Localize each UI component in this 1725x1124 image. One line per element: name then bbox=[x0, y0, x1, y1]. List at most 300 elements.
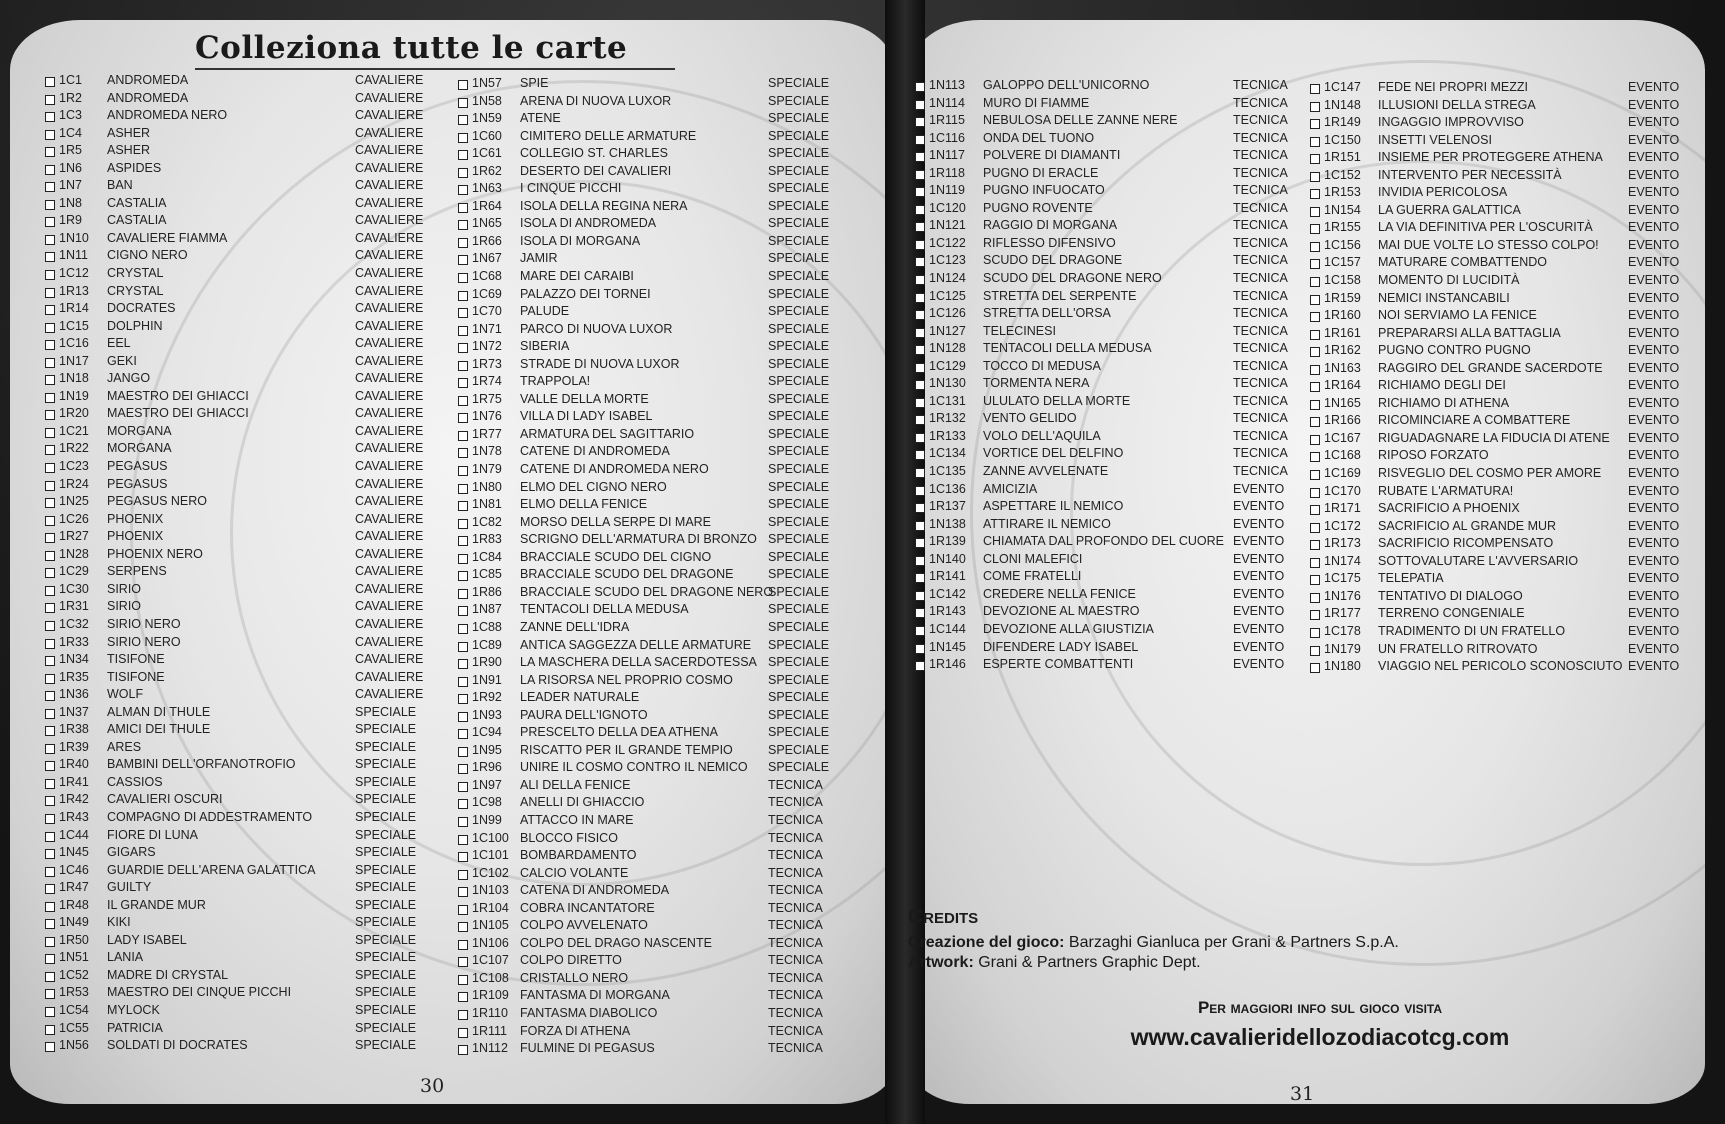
card-code: 1C142 bbox=[929, 586, 966, 601]
card-code: 1N121 bbox=[929, 218, 966, 233]
card-row bbox=[458, 848, 888, 866]
card-row bbox=[45, 845, 445, 863]
card-name: VORTICE DEL DELFINO bbox=[983, 446, 1124, 461]
checkbox-icon bbox=[915, 556, 925, 566]
card-row bbox=[458, 444, 888, 462]
card-name: INSETTI VELENOSI bbox=[1378, 132, 1492, 147]
checkbox-icon bbox=[458, 519, 468, 529]
card-row bbox=[915, 376, 1288, 394]
card-row bbox=[915, 113, 1288, 131]
card-type: CAVALIERE bbox=[355, 494, 424, 509]
card-type: TECNICA bbox=[768, 1041, 823, 1056]
card-type: EVENTO bbox=[1233, 586, 1285, 601]
card-row bbox=[915, 288, 1288, 307]
card-type: SPECIALE bbox=[768, 760, 830, 775]
card-row bbox=[45, 424, 445, 442]
card-name: RAGGIRO DEL GRANDE SACERDOTE bbox=[1378, 360, 1603, 375]
card-name: NOI SERVIAMO LA FENICE bbox=[1378, 308, 1537, 323]
card-row bbox=[1310, 133, 1700, 151]
checkbox-icon bbox=[1310, 137, 1320, 147]
card-code: 1N179 bbox=[1324, 641, 1361, 656]
card-name: SIRIO bbox=[107, 599, 142, 614]
card-name: WOLF bbox=[107, 687, 144, 702]
checkbox-icon bbox=[458, 396, 468, 406]
checkbox-icon bbox=[1310, 593, 1320, 603]
card-type: SPECIALE bbox=[768, 304, 830, 319]
card-name: CIGNO NERO bbox=[107, 248, 188, 263]
card-name: TELEPATIA bbox=[1378, 571, 1444, 586]
card-row bbox=[45, 757, 445, 775]
checkbox-icon bbox=[458, 940, 468, 950]
card-code: 1R43 bbox=[59, 809, 89, 824]
card-code: 1N117 bbox=[929, 148, 965, 163]
card-type: CAVALIERE bbox=[355, 599, 424, 614]
card-name: CAVALIERE FIAMMA bbox=[107, 230, 228, 245]
card-row bbox=[45, 406, 445, 424]
card-code: 1C134 bbox=[929, 446, 966, 461]
card-code: 1R77 bbox=[472, 426, 502, 441]
card-name: DEVOZIONE AL MAESTRO bbox=[983, 604, 1140, 619]
card-type: SPECIALE bbox=[768, 426, 830, 441]
card-row bbox=[915, 341, 1288, 359]
card-type: TECNICA bbox=[1233, 323, 1288, 338]
card-name: SACRIFICIO AL GRANDE MUR bbox=[1378, 518, 1557, 533]
card-type: EVENTO bbox=[1233, 604, 1285, 619]
card-row bbox=[458, 287, 888, 305]
card-type: EVENTO bbox=[1628, 132, 1680, 147]
card-row bbox=[45, 161, 445, 179]
card-code: 1C3 bbox=[59, 108, 82, 123]
card-name: SIBERIA bbox=[520, 339, 570, 354]
checkbox-icon bbox=[915, 257, 925, 267]
checkbox-icon bbox=[915, 100, 925, 110]
card-row bbox=[1310, 659, 1700, 677]
card-code: 1C158 bbox=[1324, 273, 1361, 288]
card-row bbox=[1310, 624, 1700, 642]
card-type: TECNICA bbox=[768, 865, 823, 880]
card-name: ONDA DEL TUONO bbox=[983, 130, 1095, 145]
card-code: 1N34 bbox=[59, 652, 89, 667]
checkbox-icon bbox=[915, 152, 925, 162]
card-row bbox=[45, 284, 445, 302]
card-type: SPECIALE bbox=[768, 444, 830, 459]
card-code: 1R115 bbox=[929, 113, 965, 128]
card-row bbox=[1310, 378, 1700, 396]
checkbox-icon bbox=[458, 835, 468, 845]
card-name: ATTIRARE IL NEMICO bbox=[983, 516, 1111, 531]
card-row bbox=[915, 604, 1285, 622]
card-type: EVENTO bbox=[1628, 115, 1680, 130]
card-row bbox=[45, 898, 445, 916]
card-name: ANDROMEDA bbox=[107, 73, 189, 87]
card-type: CAVALIERE bbox=[355, 616, 424, 631]
card-type: EVENTO bbox=[1628, 588, 1680, 603]
card-row bbox=[1310, 413, 1700, 431]
card-type: SPECIALE bbox=[768, 128, 830, 143]
card-code: 1R96 bbox=[472, 760, 502, 775]
card-code: 1C170 bbox=[1324, 483, 1361, 498]
checkbox-icon bbox=[458, 799, 468, 809]
card-type: TECNICA bbox=[1233, 288, 1288, 303]
card-name: LEADER NATURALE bbox=[520, 690, 640, 705]
card-code: 1N124 bbox=[929, 271, 966, 286]
checkbox-icon bbox=[458, 150, 468, 160]
card-row bbox=[458, 795, 888, 813]
card-row bbox=[45, 248, 445, 266]
card-code: 1R35 bbox=[59, 669, 89, 684]
card-type: SPECIALE bbox=[355, 1002, 417, 1017]
card-name: PATRICIA bbox=[107, 1020, 163, 1035]
card-name: ELMO DELLA FENICE bbox=[520, 497, 648, 512]
card-row bbox=[45, 775, 445, 793]
card-row bbox=[458, 251, 888, 269]
card-type: TECNICA bbox=[1233, 341, 1288, 356]
card-code: 1C129 bbox=[929, 358, 966, 373]
card-code: 1R73 bbox=[472, 356, 502, 371]
checkbox-icon bbox=[45, 323, 55, 333]
checkbox-icon bbox=[915, 82, 925, 92]
checkbox-icon bbox=[45, 147, 55, 157]
card-type: SPECIALE bbox=[355, 932, 417, 947]
card-row bbox=[1310, 168, 1700, 186]
card-name: CHIAMATA DAL PROFONDO DEL CUORE bbox=[983, 534, 1225, 549]
card-type: SPECIALE bbox=[355, 792, 417, 807]
card-type: EVENTO bbox=[1628, 273, 1680, 288]
card-row bbox=[458, 409, 888, 427]
card-type: TECNICA bbox=[768, 848, 823, 863]
card-name: PAURA DELL'IGNOTO bbox=[520, 707, 648, 722]
card-name: SOLDATI DI DOCRATES bbox=[107, 1038, 248, 1053]
card-row bbox=[915, 622, 1285, 640]
card-row bbox=[1310, 255, 1700, 273]
card-code: 1N140 bbox=[929, 551, 966, 566]
checkbox-icon bbox=[45, 674, 55, 684]
card-row bbox=[458, 550, 888, 568]
card-type: CAVALIERE bbox=[355, 423, 424, 438]
card-row bbox=[1310, 291, 1700, 309]
card-code: 1N45 bbox=[59, 845, 89, 860]
checkbox-icon bbox=[458, 203, 468, 213]
card-code: 1R159 bbox=[1324, 290, 1361, 305]
checkbox-icon bbox=[1310, 347, 1320, 357]
card-name: PUGNO ROVENTE bbox=[983, 200, 1093, 215]
card-type: TECNICA bbox=[768, 970, 823, 985]
card-type: TECNICA bbox=[768, 935, 823, 950]
checkbox-icon bbox=[458, 589, 468, 599]
card-code: 1C169 bbox=[1324, 466, 1361, 481]
card-code: 1C131 bbox=[929, 393, 966, 408]
checkbox-icon bbox=[45, 340, 55, 350]
checkbox-icon bbox=[458, 571, 468, 581]
card-code: 1R153 bbox=[1324, 185, 1361, 200]
checkbox-icon bbox=[915, 398, 925, 408]
card-name: BLOCCO FISICO bbox=[520, 830, 618, 845]
card-row bbox=[458, 831, 888, 849]
checkbox-icon bbox=[1310, 224, 1320, 234]
checkbox-icon bbox=[1310, 172, 1320, 182]
card-name: DIFENDERE LADY ISABEL bbox=[983, 639, 1139, 654]
card-row bbox=[45, 670, 445, 688]
card-row bbox=[45, 582, 445, 600]
checkbox-icon bbox=[915, 486, 925, 496]
checkbox-icon bbox=[915, 117, 925, 127]
card-row bbox=[458, 813, 888, 831]
card-type: SPECIALE bbox=[768, 584, 830, 599]
card-name: ELMO DEL CIGNO NERO bbox=[520, 479, 667, 494]
card-code: 1C168 bbox=[1324, 448, 1361, 463]
card-row bbox=[915, 657, 1285, 675]
card-type: SPECIALE bbox=[768, 286, 830, 301]
card-type: EVENTO bbox=[1233, 639, 1285, 654]
card-code: 1N165 bbox=[1324, 395, 1361, 410]
card-row bbox=[45, 1021, 445, 1039]
card-code: 1N174 bbox=[1324, 553, 1361, 568]
checkbox-icon bbox=[458, 1028, 468, 1038]
checkbox-icon bbox=[45, 744, 55, 754]
card-row bbox=[45, 529, 445, 547]
card-row bbox=[458, 392, 888, 410]
card-code: 1N19 bbox=[59, 388, 89, 403]
checkbox-icon bbox=[915, 170, 925, 180]
card-name: SACRIFICIO RICOMPENSATO bbox=[1378, 536, 1554, 551]
card-name: CATENE DI ANDROMEDA bbox=[520, 444, 670, 459]
checkbox-icon bbox=[458, 712, 468, 722]
card-row bbox=[45, 389, 445, 407]
card-code: 1C15 bbox=[59, 318, 89, 333]
card-name: COME FRATELLI bbox=[983, 569, 1082, 584]
card-code: 1N11 bbox=[59, 248, 88, 263]
card-code: 1R83 bbox=[472, 532, 502, 547]
card-type: CAVALIERE bbox=[355, 108, 424, 123]
right-page-number: 31 bbox=[1290, 1083, 1315, 1105]
card-row bbox=[1310, 589, 1700, 607]
card-row bbox=[915, 253, 1288, 271]
checkbox-icon bbox=[458, 642, 468, 652]
card-code: 1N130 bbox=[929, 376, 966, 391]
card-code: 1N128 bbox=[929, 341, 966, 356]
checkbox-icon bbox=[915, 433, 925, 443]
card-name: MORGANA bbox=[107, 441, 172, 456]
card-code: 1R173 bbox=[1324, 536, 1361, 551]
card-code: 1C94 bbox=[472, 725, 502, 740]
checkbox-icon bbox=[458, 326, 468, 336]
card-type: TECNICA bbox=[1233, 130, 1288, 145]
card-type: SPECIALE bbox=[768, 374, 830, 389]
card-row bbox=[45, 126, 445, 144]
card-code: 1C120 bbox=[929, 200, 966, 215]
card-code: 1N63 bbox=[472, 181, 502, 196]
card-type: TECNICA bbox=[768, 812, 823, 827]
card-row bbox=[1310, 273, 1700, 291]
card-code: 1C89 bbox=[472, 637, 502, 652]
card-row bbox=[45, 108, 445, 126]
checkbox-icon bbox=[45, 709, 55, 719]
card-code: 1R143 bbox=[929, 604, 966, 619]
card-code: 1C172 bbox=[1324, 518, 1361, 533]
checkbox-icon bbox=[45, 621, 55, 631]
card-code: 1R2 bbox=[59, 90, 82, 105]
checkbox-icon bbox=[45, 937, 55, 947]
card-code: 1N79 bbox=[472, 462, 502, 477]
card-name: I CINQUE PICCHI bbox=[520, 181, 622, 196]
website-url: www.cavalieridellozodiacotcg.com bbox=[1130, 1024, 1510, 1050]
card-type: CAVALIERE bbox=[355, 388, 424, 403]
card-type: SPECIALE bbox=[768, 321, 830, 336]
checkbox-icon bbox=[458, 922, 468, 932]
card-code: 1C52 bbox=[59, 967, 89, 982]
checkbox-icon bbox=[45, 902, 55, 912]
card-row bbox=[45, 792, 445, 810]
card-row bbox=[45, 1038, 445, 1056]
card-name: BAN bbox=[107, 178, 133, 193]
card-name: GIGARS bbox=[107, 845, 156, 860]
card-code: 1R139 bbox=[929, 534, 966, 549]
checkbox-icon bbox=[1310, 102, 1320, 112]
card-type: CAVALIERE bbox=[355, 248, 424, 263]
card-code: 1C98 bbox=[472, 795, 502, 810]
card-type: EVENTO bbox=[1628, 641, 1680, 656]
card-name: FORZA DI ATHENA bbox=[520, 1023, 631, 1038]
card-type: SPECIALE bbox=[768, 619, 830, 634]
card-row bbox=[458, 374, 888, 392]
card-type: SPECIALE bbox=[768, 76, 830, 90]
card-row bbox=[1310, 396, 1700, 414]
card-name: FIORE DI LUNA bbox=[107, 827, 198, 842]
card-name: TELECINESI bbox=[983, 323, 1056, 338]
checkbox-icon bbox=[458, 1045, 468, 1055]
card-code: 1C32 bbox=[59, 616, 89, 631]
card-type: SPECIALE bbox=[355, 1038, 417, 1053]
card-name: MYLOCK bbox=[107, 1002, 160, 1017]
card-name: ULULATO DELLA MORTE bbox=[983, 393, 1131, 408]
card-row bbox=[45, 915, 445, 933]
card-name: SPIE bbox=[520, 76, 549, 90]
card-code: 1N114 bbox=[929, 95, 965, 110]
card-name: IL GRANDE MUR bbox=[107, 897, 206, 912]
title-underline bbox=[195, 68, 675, 70]
card-type: CAVALIERE bbox=[355, 160, 424, 175]
card-name: BRACCIALE SCUDO DEL CIGNO bbox=[520, 549, 712, 564]
card-type: CAVALIERE bbox=[355, 143, 424, 158]
checkbox-icon bbox=[45, 691, 55, 701]
card-name: TENTACOLI DELLA MEDUSA bbox=[983, 341, 1152, 356]
card-row bbox=[45, 652, 445, 670]
card-code: 1N113 bbox=[929, 78, 965, 92]
checkbox-icon bbox=[1310, 154, 1320, 164]
card-type: SPECIALE bbox=[355, 880, 417, 895]
card-name: AMICI DEI THULE bbox=[107, 722, 211, 737]
card-type: SPECIALE bbox=[768, 216, 830, 231]
checkbox-icon bbox=[45, 603, 55, 613]
left-page-number: 30 bbox=[420, 1075, 445, 1097]
checkbox-icon bbox=[1310, 663, 1320, 673]
card-type: EVENTO bbox=[1628, 536, 1680, 551]
checkbox-icon bbox=[45, 919, 55, 929]
card-code: 1C30 bbox=[59, 581, 89, 596]
card-row bbox=[1310, 484, 1700, 502]
card-code: 1N25 bbox=[59, 494, 89, 509]
card-type: EVENTO bbox=[1628, 430, 1680, 445]
card-row bbox=[45, 319, 445, 337]
card-name: ALI DELLA FENICE bbox=[520, 777, 631, 792]
card-code: 1R40 bbox=[59, 757, 89, 772]
card-code: 1N93 bbox=[472, 707, 502, 722]
checkbox-icon bbox=[458, 659, 468, 669]
card-code: 1N58 bbox=[472, 93, 502, 108]
card-code: 1R41 bbox=[59, 774, 89, 789]
checkbox-icon bbox=[1310, 452, 1320, 462]
card-type: EVENTO bbox=[1233, 551, 1285, 566]
checkbox-icon bbox=[45, 867, 55, 877]
card-code: 1C12 bbox=[59, 266, 89, 281]
card-type: TECNICA bbox=[768, 883, 823, 898]
checkbox-icon bbox=[915, 363, 925, 373]
card-row bbox=[45, 494, 445, 512]
checkbox-icon bbox=[915, 293, 925, 303]
checkbox-icon bbox=[1310, 382, 1320, 392]
card-code: 1R90 bbox=[472, 655, 502, 670]
card-type: SPECIALE bbox=[768, 111, 830, 126]
checkbox-icon bbox=[458, 764, 468, 774]
card-type: SPECIALE bbox=[768, 391, 830, 406]
card-code: 1C1 bbox=[59, 73, 82, 87]
card-row bbox=[45, 73, 445, 91]
card-name: PHOENIX NERO bbox=[107, 546, 203, 561]
card-type: EVENTO bbox=[1628, 360, 1680, 375]
card-code: 1C108 bbox=[472, 970, 509, 985]
card-row bbox=[458, 690, 888, 708]
card-type: SPECIALE bbox=[768, 672, 830, 687]
card-name: VIAGGIO NEL PERICOLO SCONOSCIUTO bbox=[1378, 659, 1623, 674]
card-row bbox=[458, 129, 888, 147]
card-code: 1N103 bbox=[472, 883, 509, 898]
checkbox-icon bbox=[458, 291, 468, 301]
card-name: RUBATE L'ARMATURA! bbox=[1378, 483, 1514, 498]
card-name: TRADIMENTO DI UN FRATELLO bbox=[1378, 623, 1566, 638]
card-type: SPECIALE bbox=[768, 637, 830, 652]
card-row bbox=[458, 427, 888, 445]
card-type: EVENTO bbox=[1628, 378, 1680, 393]
card-type: EVENTO bbox=[1628, 290, 1680, 305]
card-name: PEGASUS bbox=[107, 459, 168, 474]
card-name: SCRIGNO DELL'ARMATURA DI BRONZO bbox=[520, 532, 757, 547]
card-name: GEKI bbox=[107, 353, 137, 368]
card-name: SIRIO bbox=[107, 581, 142, 596]
card-row bbox=[45, 196, 445, 214]
checkbox-icon bbox=[1310, 417, 1320, 427]
checkbox-icon bbox=[1310, 540, 1320, 550]
card-row bbox=[458, 918, 888, 936]
card-name: MAESTRO DEI CINQUE PICCHI bbox=[107, 985, 292, 1000]
checkbox-icon bbox=[458, 308, 468, 318]
card-row bbox=[458, 462, 888, 480]
card-row bbox=[458, 725, 888, 743]
card-code: 1C152 bbox=[1324, 167, 1361, 182]
card-row bbox=[1310, 220, 1700, 238]
checkbox-icon bbox=[45, 832, 55, 842]
card-row bbox=[1310, 150, 1700, 168]
card-type: SPECIALE bbox=[768, 339, 830, 354]
card-type: TECNICA bbox=[1233, 428, 1288, 443]
card-name: STRETTA DELL'ORSA bbox=[983, 306, 1111, 321]
card-name: ASHER bbox=[107, 125, 151, 140]
checkbox-icon bbox=[45, 533, 55, 543]
checkbox-icon bbox=[458, 378, 468, 388]
card-row bbox=[458, 743, 888, 761]
card-name: NEMICI INSTANCABILI bbox=[1378, 290, 1510, 305]
card-code: 1C84 bbox=[472, 549, 502, 564]
card-row bbox=[45, 547, 445, 565]
